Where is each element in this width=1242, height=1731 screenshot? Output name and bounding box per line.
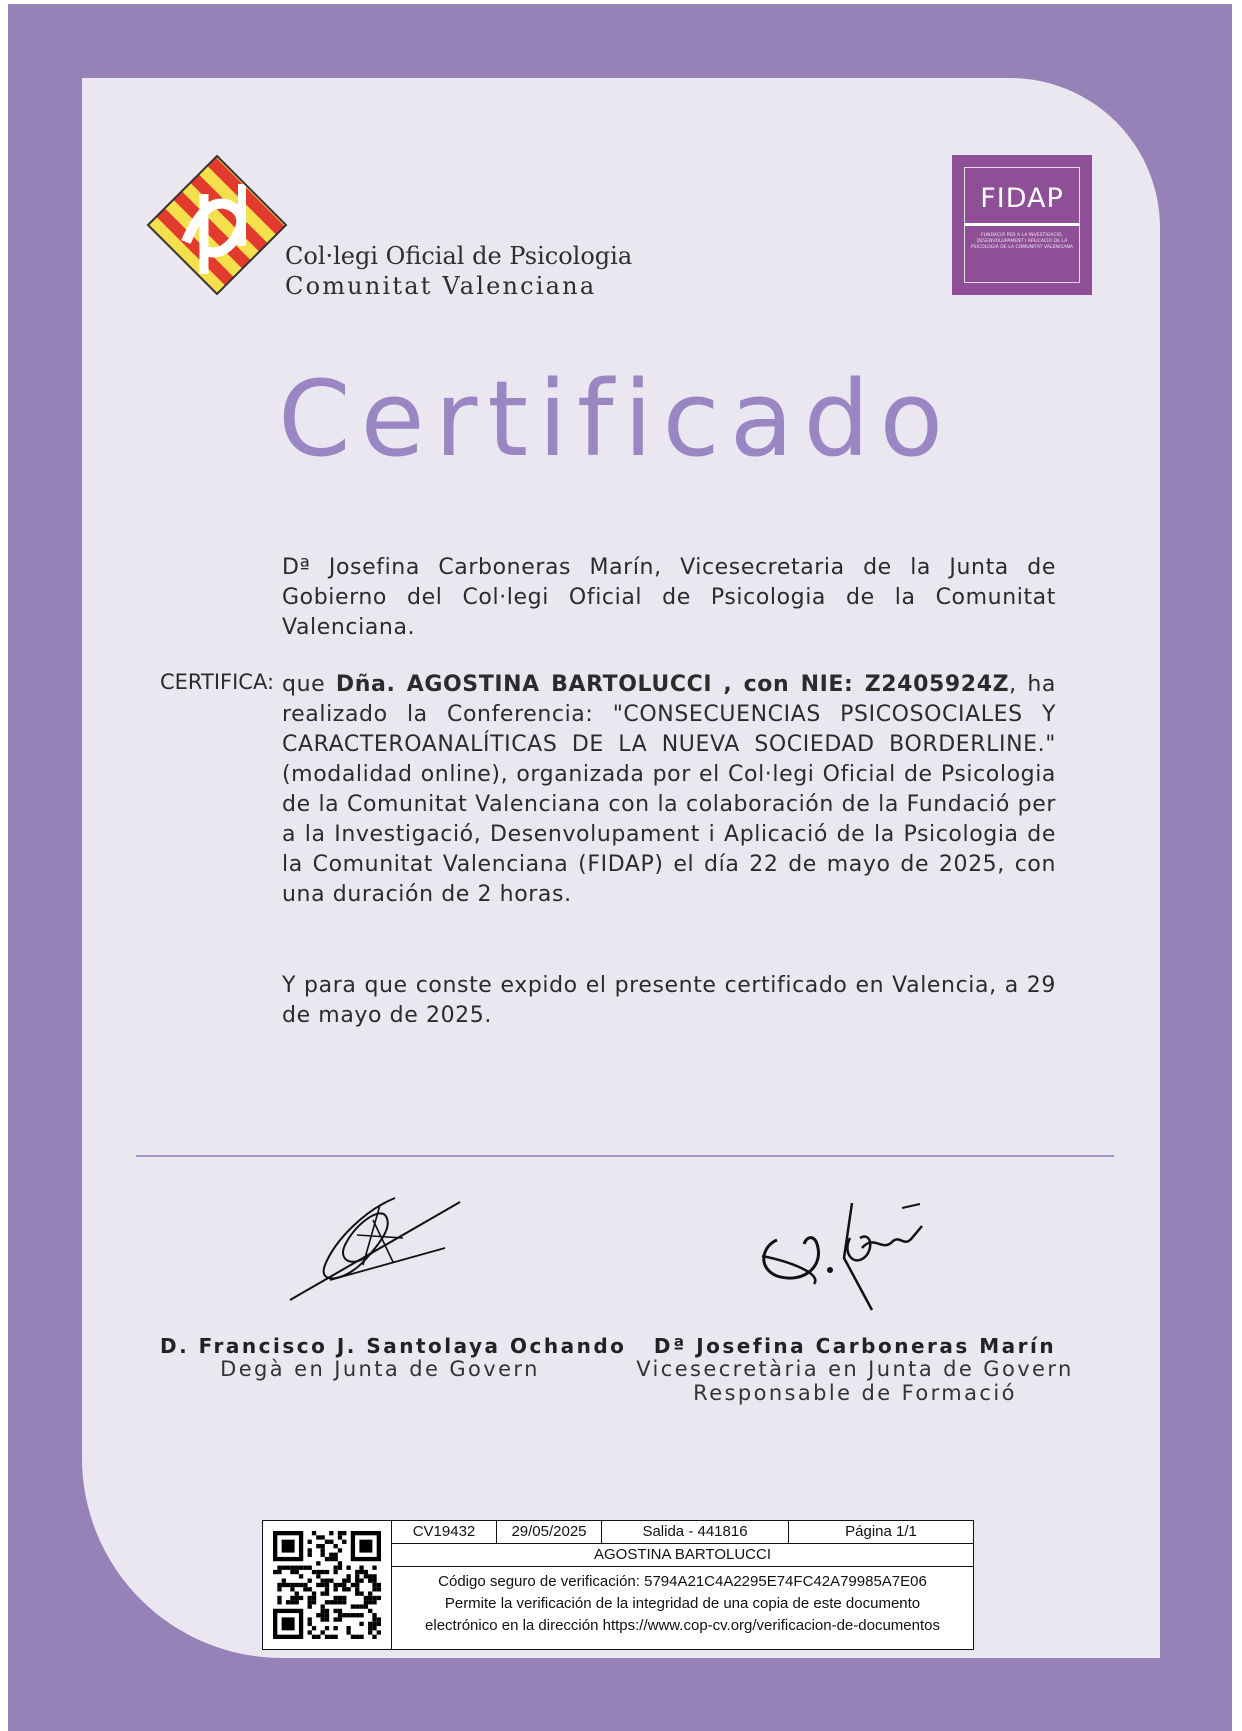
college-name-line1: Col·legi Oficial de Psicologia bbox=[285, 242, 633, 270]
signature-1-name: D. Francisco J. Santolaya Ochando bbox=[160, 1334, 627, 1358]
verification-code[interactable]: Código seguro de verificación: 5794A21C4A2295E74FC42A79985A7E06 bbox=[438, 1573, 927, 1590]
verification-box bbox=[262, 1520, 974, 1650]
intro-paragraph: Dª Josefina Carboneras Marín, Vicesecretaria de la Junta de Gobierno del Col·legi Oficial de Psicologia de la Comunitat Valenciana. bbox=[282, 555, 1056, 640]
verification-note bbox=[392, 1571, 973, 1637]
signature-1-icon bbox=[285, 1190, 480, 1305]
body-post: , ha realizado la Conferencia: "CONSECUENCIAS PSICOSOCIALES Y CARACTEROANALÍTICAS DE LA NUEVA SOCIEDAD BORDERLINE." (modalidad online), organizada por el Col·legi Oficial de Psicologia de la Comunitat Valenciana con la colaboración de la Fundació per a la Investigació, Desenvolupament i Aplicació de la Psicologia de la Comunitat Valenciana (FIDAP) el día 22 de mayo de 2025, con una duración de 2 horas. bbox=[282, 672, 1057, 907]
body-paragraph bbox=[282, 670, 1056, 910]
verification-note-line1: Permite la verificación de la integridad de una copia de este documento bbox=[444, 1595, 921, 1612]
registry-date: 29/05/2025 bbox=[497, 1521, 602, 1543]
signature-2-role2: Responsable de Formació bbox=[693, 1381, 1017, 1405]
college-logo-icon bbox=[146, 154, 288, 296]
divider bbox=[136, 1155, 1114, 1157]
document-title: Certificado bbox=[278, 358, 954, 480]
signature-2-icon bbox=[752, 1198, 932, 1318]
qr-code-icon[interactable] bbox=[273, 1531, 381, 1639]
holder-name: AGOSTINA BARTOLUCCI bbox=[392, 1544, 973, 1567]
verification-meta-row bbox=[392, 1521, 973, 1544]
college-name-line2: Comunitat Valenciana bbox=[285, 272, 597, 300]
page-number: Página 1/1 bbox=[845, 1523, 917, 1540]
closing-paragraph: Y para que conste expido el presente certificado en Valencia, a 29 de mayo de 2025. bbox=[282, 973, 1056, 1028]
recipient-name: Dña. AGOSTINA BARTOLUCCI , con NIE: Z2405924Z bbox=[335, 672, 1010, 697]
certifica-label: CERTIFICA: bbox=[160, 670, 275, 694]
fidap-logo-bar bbox=[964, 223, 1080, 226]
fidap-logo-text: FIDAP bbox=[980, 183, 1064, 214]
fidap-logo bbox=[952, 155, 1092, 295]
signature-2-role: Vicesecretària en Junta de Govern bbox=[636, 1357, 1074, 1381]
body-pre: que bbox=[282, 672, 336, 697]
verification-details bbox=[391, 1521, 973, 1649]
fidap-logo-subtitle: FUNDACIÓ PER A LA INVESTIGACIÓ, DESENVOLUPAMENT I APLICACIÓ DE LA PSICOLOGIA DE LA COMUNITAT VALENCIANA bbox=[970, 233, 1074, 250]
exit-number: Salida - 441816 bbox=[602, 1521, 789, 1543]
college-name bbox=[285, 242, 632, 300]
registry-number: CV19432 bbox=[392, 1521, 497, 1543]
signature-2-name: Dª Josefina Carboneras Marín bbox=[653, 1334, 1057, 1358]
signature-1-role: Degà en Junta de Govern bbox=[220, 1357, 540, 1381]
verification-url[interactable]: electrónico en la dirección https://www.cop-cv.org/verificacion-de-documentos bbox=[425, 1617, 940, 1634]
